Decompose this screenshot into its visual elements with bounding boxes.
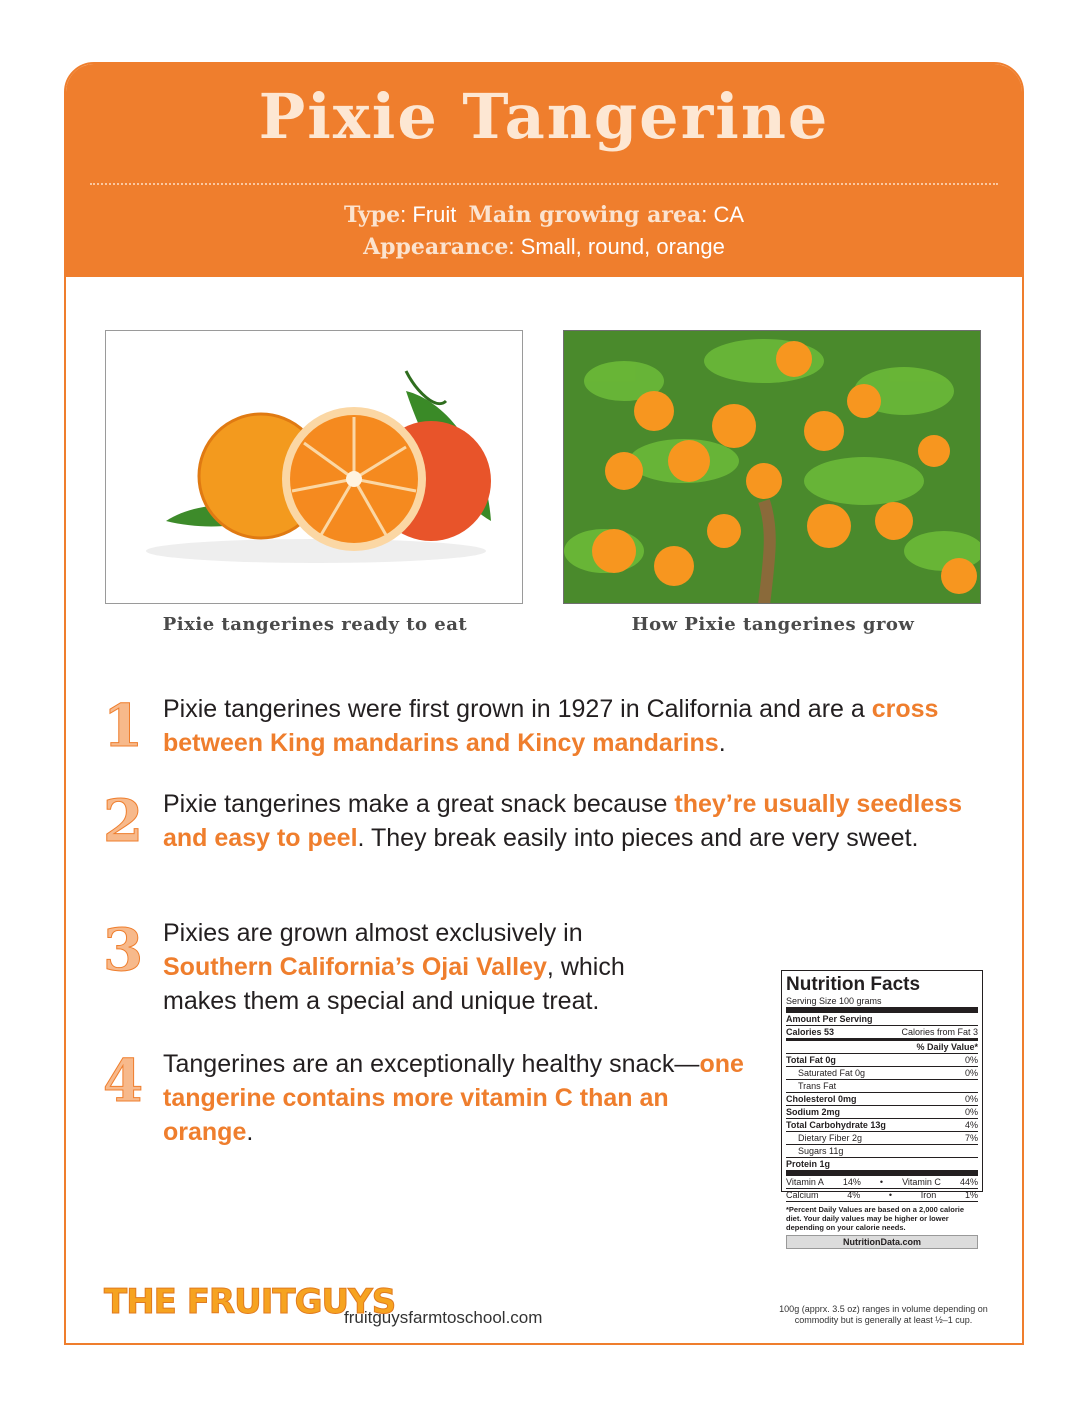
nutrient-value: 0% [964,1055,978,1065]
header-band [66,64,1022,277]
nutrition-source: NutritionData.com [786,1235,978,1249]
meta-line-type-area: Type: Fruit Main growing area: CA [343,202,745,228]
appearance-value: Small, round, orange [520,234,725,259]
fact-text: Pixie tangerines make a great snack because they’re usually seedless and easy to peel. They break easily into pieces and are very sweet. [163,790,963,852]
fact-text: Tangerines are an exceptionally healthy snack—one tangerine contains more vitamin C than an orange. [163,1050,744,1146]
daily-value-note: *Percent Daily Values are based on a 2,000 calorie diet. Your daily values may be higher or lower depending on your calorie needs. [786,1205,965,1232]
nutrient-label: Total Carbohydrate 13g [786,1120,886,1130]
nutrient-row [786,1144,978,1157]
nutrient-label: Dietary Fiber 2g [798,1133,863,1143]
nutrient-row [786,1131,978,1144]
area-value: CA [713,202,745,227]
photo-tangerines-ready [105,330,523,604]
calories-row: Calories 53 Calories from Fat 3 [786,1027,978,1037]
tangerines-illustration [106,331,523,604]
nutrient-rows [786,1053,978,1170]
photo-tangerine-tree [563,330,981,604]
dotted-divider [90,183,998,185]
nutrition-footnote: 100g (apprx. 3.5 oz) ranges in volume depending on commodity but is generally at least ½–1 cup. [779,1304,988,1325]
page-title: Pixie Tangerine [258,80,830,153]
nutrient-row [786,1066,978,1079]
amount-per-serving: Amount Per Serving [786,1014,873,1024]
fact-text: Pixie tangerines were first grown in 1927 in California and are a cross between King mandarins and Kincy mandarins. [163,695,939,757]
nutrient-value: 0% [964,1068,978,1078]
type-value: Fruit [412,202,457,227]
nutrient-label: Sodium 2mg [786,1107,841,1117]
meta-line-appearance: Appearance: Small, round, orange [363,234,725,260]
serving-size: Serving Size 100 grams [786,996,882,1006]
nutrition-facts-label [781,970,983,1247]
area-label: Main growing area [468,202,702,228]
nutrient-value: 4% [964,1120,978,1130]
appearance-label: Appearance [363,234,509,260]
nutrient-row [786,1053,978,1066]
nutrient-label: Sugars 11g [798,1146,844,1156]
fact-sheet-card [64,62,1024,1345]
tangerine-tree-illustration [564,331,981,604]
nutrition-title: Nutrition Facts [786,974,921,995]
nutrient-value: 0% [964,1094,978,1104]
nutrient-row [786,1157,978,1170]
nutrient-label: Cholesterol 0mg [786,1094,857,1104]
fruitguys-logo: THE FRUITGUYS [104,1282,396,1322]
fact-number: 3 [102,916,144,984]
daily-value-header: % Daily Value* [916,1042,978,1052]
nutrient-row [786,1092,978,1105]
nutrient-row [786,1079,978,1092]
photo-caption-ready: Pixie tangerines ready to eat [162,614,468,635]
nutrient-row [786,1118,978,1131]
website-link[interactable]: fruitguysfarmtoschool.com [344,1308,543,1327]
fact-number: 4 [102,1047,144,1115]
nutrient-label: Saturated Fat 0g [798,1068,866,1078]
fact-text: Pixies are grown almost exclusively in Southern California’s Ojai Valley, which makes them a special and unique treat. [163,919,625,1015]
minerals-row: Calcium 4% • Iron 1% [786,1190,978,1200]
nutrient-label: Total Fat 0g [786,1055,836,1065]
nutrient-row [786,1105,978,1118]
nutrient-label: Protein 1g [786,1159,831,1169]
fact-number: 2 [102,787,144,855]
vitamins-row: Vitamin A 14% • Vitamin C 44% [786,1177,978,1187]
fact-number: 1 [102,692,144,760]
nutrient-label: Trans Fat [798,1081,837,1091]
nutrient-value: 0% [964,1107,978,1117]
photo-caption-grow: How Pixie tangerines grow [631,614,915,635]
nutrient-value: 7% [964,1133,978,1143]
type-label: Type [343,202,401,228]
